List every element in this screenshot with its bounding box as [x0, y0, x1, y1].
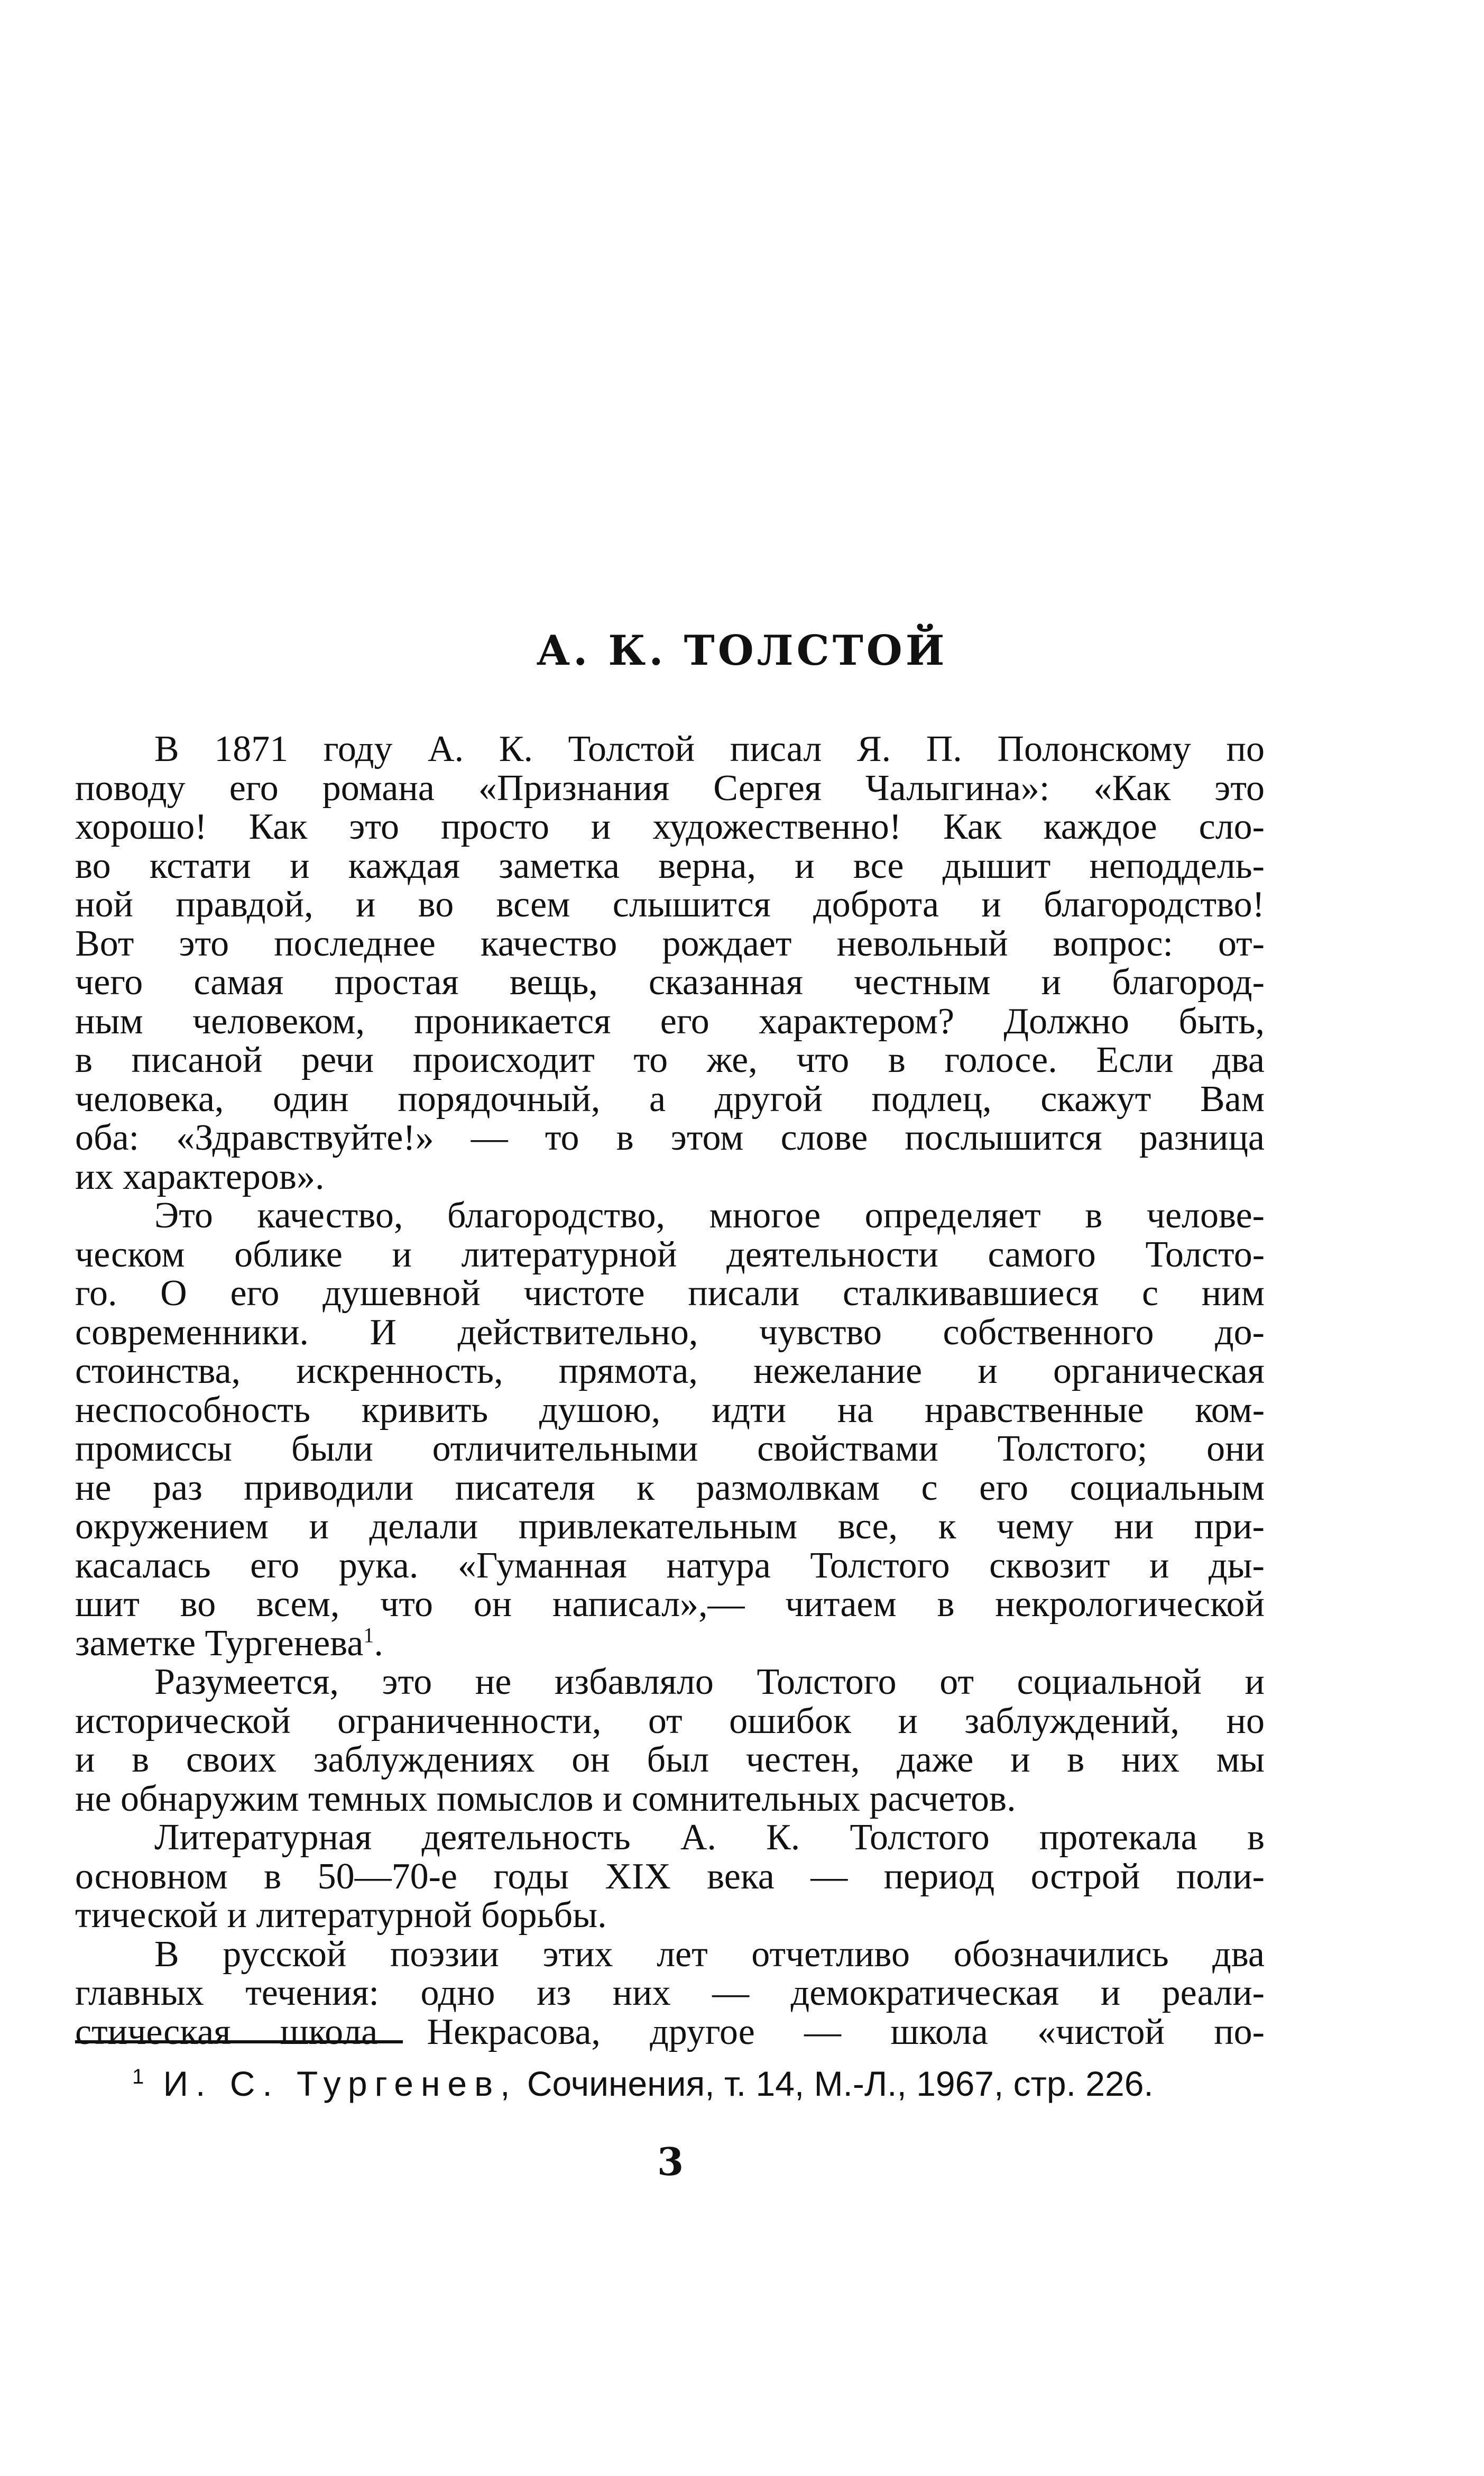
- text-line-content: и в своих заблуждениях он был честен, даже и в них мы: [75, 1739, 1265, 1780]
- text-line-content: не раз приводили писателя к размолвкам с его социальным: [75, 1467, 1265, 1508]
- text-line-content: Литературная деятельность А. К. Толстого протекала в: [154, 1817, 1265, 1858]
- text-line-content: чего самая простая вещь, сказанная честным и благород-: [75, 962, 1265, 1003]
- text-line-content: ческом облике и литературной деятельности самого Толсто-: [75, 1234, 1265, 1275]
- text-line-content: человека, один порядочный, а другой подлец, скажут Вам: [75, 1078, 1265, 1120]
- text-line: [75, 1624, 1265, 1663]
- text-line-content: современники. И действительно, чувство собственного до-: [75, 1312, 1265, 1353]
- text-line: [75, 1507, 1265, 1546]
- text-line: [75, 1585, 1265, 1624]
- footnote-text: Сочинения, т. 14, М.-Л., 1967, стр. 226.: [527, 2064, 1154, 2103]
- text-line-content: Разумеется, это не избавляло Толстого от социальной и: [154, 1662, 1265, 1702]
- text-line-content: неспособность кривить душою, идти на нравственные ком-: [75, 1389, 1265, 1430]
- text-line-content: исторической ограниченности, от ошибок и заблуждений, но: [75, 1700, 1265, 1741]
- text-line-content: их характеров».: [75, 1156, 325, 1197]
- text-line: [75, 1974, 1265, 2013]
- text-line-content: касалась его рука. «Гуманная натура Толстого сквозит и ды-: [75, 1545, 1265, 1586]
- text-line: [75, 769, 1265, 808]
- text-line: [75, 1313, 1265, 1352]
- text-line-content: В русской поэзии этих лет отчетливо обозначились два: [154, 1933, 1265, 1975]
- text-line: [75, 1935, 1265, 1974]
- text-line: [75, 2013, 1265, 2052]
- text-line: [75, 730, 1265, 769]
- text-line-content: го. О его душевной чистоте писали сталкивавшиеся с ним: [75, 1273, 1265, 1314]
- text-line-tail: .: [374, 1622, 383, 1664]
- chapter-title: А. К. ТОЛСТОЙ: [536, 627, 948, 675]
- text-line-content: главных течения: одно из них — демократическая и реали-: [75, 1973, 1265, 2013]
- text-line: [75, 1469, 1265, 1508]
- text-line: [75, 1352, 1265, 1391]
- text-line: [75, 1429, 1265, 1469]
- text-line: [75, 1158, 1265, 1197]
- text-line: [75, 1546, 1265, 1585]
- text-line-content: оба: «Здравствуйте!» — то в этом слове послышится разница: [75, 1117, 1265, 1158]
- text-line-content: Вот это последнее качество рождает невольный вопрос: от-: [75, 923, 1265, 964]
- text-line: [75, 1780, 1265, 1819]
- text-line: [75, 1118, 1265, 1158]
- text-line-content: окружением и делали привлекательным все, к чему ни при-: [75, 1506, 1265, 1547]
- text-line-content: основном в 50—70-е годы XIX века — период острой поли-: [75, 1856, 1265, 1897]
- text-line: [75, 1818, 1265, 1857]
- text-line-content: стическая школа Некрасова, другое — школа «чистой по-: [75, 2011, 1265, 2052]
- footnote-mark: 1: [132, 2065, 144, 2088]
- footnote: [132, 2060, 1154, 2107]
- text-line: [75, 847, 1265, 886]
- text-line: [75, 1702, 1265, 1741]
- page-number: 3: [657, 2139, 684, 2184]
- footnote-author: И. С. Тургенев,: [163, 2064, 518, 2103]
- text-line: [75, 1663, 1265, 1702]
- text-line-content: тической и литературной борьбы.: [75, 1895, 607, 1936]
- text-line-content: стоинства, искренность, прямота, нежелание и органическая: [75, 1351, 1265, 1391]
- text-line: [75, 1080, 1265, 1119]
- text-line: [75, 885, 1265, 924]
- text-line: [75, 1041, 1265, 1080]
- text-line-content: промиссы были отличительными свойствами Толстого; они: [75, 1428, 1265, 1469]
- text-line-content: шит во всем, что он написал»,— читаем в некрологической: [75, 1584, 1265, 1625]
- text-line-content: ным человеком, проникается его характером? Должно быть,: [75, 1001, 1265, 1042]
- footnote-reference: 1: [363, 1623, 374, 1647]
- text-line-content: не обнаружим темных помыслов и сомнительных расчетов.: [75, 1778, 1016, 1819]
- text-line: [75, 1002, 1265, 1041]
- text-line: [75, 1896, 1265, 1935]
- text-line-content: во кстати и каждая заметка верна, и все дышит неподдель-: [75, 845, 1265, 886]
- text-line: [75, 963, 1265, 1002]
- text-line-content: В 1871 году А. К. Толстой писал Я. П. Полонскому по: [154, 729, 1265, 769]
- text-line-content: заметке Тургенева: [75, 1622, 364, 1664]
- text-line-content: Это качество, благородство, многое определяет в челове-: [154, 1195, 1265, 1236]
- text-line: [75, 1235, 1265, 1274]
- text-line: [75, 1391, 1265, 1430]
- text-line: [75, 1196, 1265, 1235]
- text-line: [75, 1857, 1265, 1896]
- text-line: [75, 1274, 1265, 1313]
- text-line: [75, 924, 1265, 964]
- footnote-divider: [75, 2040, 403, 2043]
- text-line: [75, 808, 1265, 847]
- text-line: [75, 1740, 1265, 1780]
- text-line-content: в писаной речи происходит то же, что в голосе. Если два: [75, 1040, 1265, 1080]
- text-line-content: поводу его романа «Признания Сергея Чалыгина»: «Как это: [75, 767, 1265, 809]
- body-text: [75, 730, 1265, 2051]
- text-line-content: хорошо! Как это просто и художественно! Как каждое сло-: [75, 806, 1265, 847]
- text-line-content: ной правдой, и во всем слышится доброта и благородство!: [75, 884, 1265, 925]
